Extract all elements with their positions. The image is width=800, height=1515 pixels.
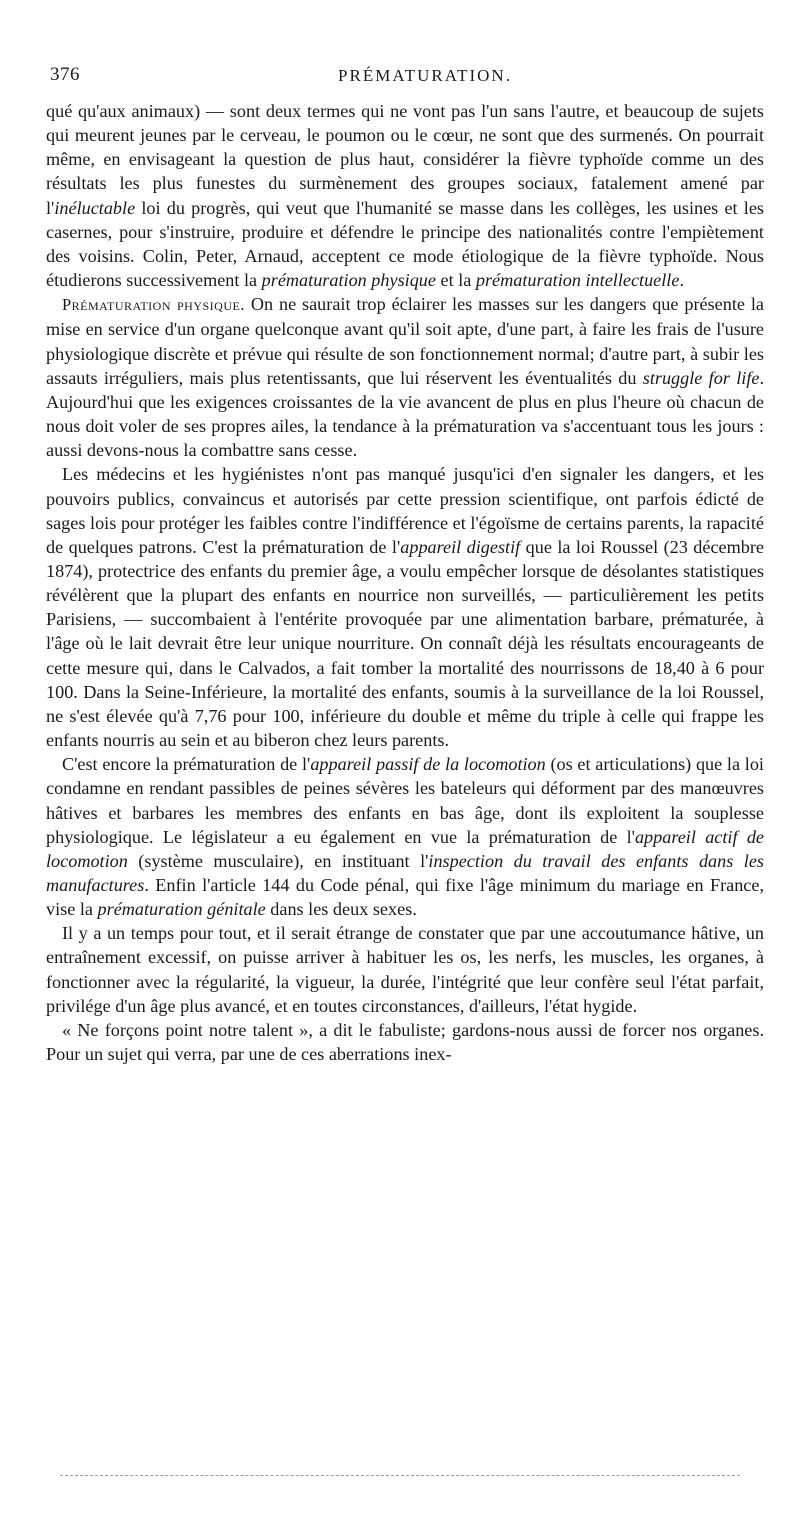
paragraph-4-text-2: (os et articulations) que la loi condamne en rendant passibles de peines sévères les bateleurs qui déforment par des manœuvres hâtives et barbares les membres des enfants en bas âge, dont ils exploitent la souplesse physiologique. Le législateur a eu également en vue la prématuration de l' [46, 754, 764, 847]
paragraph-2-text-1: On ne saurait trop éclairer les masses sur les dangers que présente la mise en service d'un organe quelconque avant qu'il soit apte, d'une part, à faire les frais de l'usure physiologique discrète et prévue qui résulte de son fonctionnement normal; d'autre part, à subir les assauts irréguliers, mais plus retentissants, que lui réservent les éventualités du [46, 294, 764, 388]
paragraph-5-text-1: Il y a un temps pour tout, et il serait étrange de constater que par une accoutumance hâtive, un entraînement excessif, on puisse arriver à habituer les os, les nerfs, les muscles, les organes, à fonctionner avec la régularité, la vigueur, la durée, l'intégrité que leur confère seul l'état parfait, privilége d'un âge plus avancé, et en toutes circonstances, d'ailleurs, l'état hygide. [46, 923, 764, 1016]
paragraph-4-text-1: C'est encore la prématuration de l' [62, 754, 311, 775]
paragraph-4 [46, 752, 764, 921]
paragraph-6-text-1: « Ne forçons point notre talent », a dit le fabuliste; gardons-nous aussi de forcer nos organes. Pour un sujet qui verra, par une de ces aberrations inex- [46, 1019, 764, 1065]
paragraph-1 [46, 99, 764, 292]
paragraph-4-italic-2: appareil actif de locomotion [46, 826, 764, 871]
paragraph-1-text-3: et la [435, 270, 476, 291]
paragraph-1-italic-1: inéluctable [54, 197, 136, 218]
paragraph-1-text-2: loi du progrès, qui veut que l'humanité se masse dans les collèges, les usines et les casernes, pour s'instruire, produire et défendre le principe des nationalités contre l'empiètement des voisins. Colin, Peter, Arnaud, acceptent ce mode étiologique de la fièvre typhoïde. Nous étudierons successivement la [46, 197, 764, 291]
page-header [46, 64, 764, 94]
paragraph-3-text-1: Les médecins et les hygiénistes n'ont pas manqué jusqu'ici d'en signaler les dangers, et les pouvoirs publics, convaincus et autorisés par cette pression scientifique, ont parfois édicté de sages lois pour protéger les faibles contre l'indifférence et l'égoïsme de certains parents, la rapacité de quelques patrons. C'est la prématuration de l' [46, 464, 764, 557]
paragraph-1-text-1: qué qu'aux animaux) — sont deux termes qui ne vont pas l'un sans l'autre, et beaucoup de sujets qui meurent jeunes par le cerveau, le poumon ou le cœur, ne sont que des surmenés. On pourrait même, en envisageant la question de plus haut, considérer la fièvre typhoïde comme un des résultats les plus funestes du surmènement des groupes sociaux, fatalement amené par l' [46, 101, 764, 218]
paragraph-4-text-3: (système musculaire), en instituant l' [127, 850, 429, 871]
paragraph-4-text-4: . Enfin l'article 144 du Code pénal, qui fixe l'âge minimum du mariage en France, vise la [46, 875, 764, 920]
running-title: PRÉMATURATION. [338, 66, 512, 85]
paragraph-4-text-5: dans les deux sexes. [265, 899, 417, 920]
section-heading-physical: Prématuration physique. [62, 295, 245, 315]
paragraph-5 [46, 921, 764, 1018]
paragraph-1-italic-2: prématuration physique [261, 270, 436, 291]
paragraph-3-italic-1: appareil digestif [400, 536, 521, 557]
paragraph-4-italic-4: prématuration génitale [97, 899, 266, 920]
paragraph-3-text-2: que la loi Roussel (23 décembre 1874), protectrice des enfants du premier âge, a voulu empêcher lorsque de désolantes statistiques révélèrent que la plupart des enfants en nourrice non surveillés, — particulièrement les petits Parisiens, — succombaient à l'entérite provoquée par une alimentation barbare, prématurée, à l'âge où le lait devrait être leur unique nourriture. On connaît déjà les résultats encourageants de cette mesure qui, dans le Calvados, a fait tomber la mortalité des nourrissons de 18,40 à 6 pour 100. Dans la Seine-Inférieure, la mortalité des enfants, soumis à la surveillance de la loi Roussel, ne s'est élevée qu'à 7,76 pour 100, inférieure du double et même du triple à celle qui frappe les enfants nourris au sein et au biberon chez leurs parents. [46, 536, 764, 751]
paragraph-1-text-4: . [679, 270, 684, 291]
paragraph-1-italic-3: prématuration intellectuelle [475, 270, 680, 291]
footer-divider [60, 1475, 740, 1476]
body-text [46, 99, 764, 1066]
paragraph-6 [46, 1018, 764, 1066]
paragraph-2 [46, 292, 764, 462]
paragraph-2-italic-1: struggle for life [642, 367, 760, 388]
paragraph-2-text-2: . Aujourd'hui que les exigences croissantes de la vie avancent de plus en plus l'heure où chacun de nous doit voler de ses propres ailes, la tendance à la prématuration va s'accentuant tous les jours : aussi devons-nous la combattre sans cesse. [46, 367, 764, 461]
paragraph-4-italic-3: inspection du travail des enfants dans les manufactures [46, 850, 764, 895]
page-number: 376 [50, 64, 80, 85]
paragraph-3 [46, 462, 764, 752]
paragraph-4-italic-1: appareil passif de la locomotion [310, 754, 546, 775]
